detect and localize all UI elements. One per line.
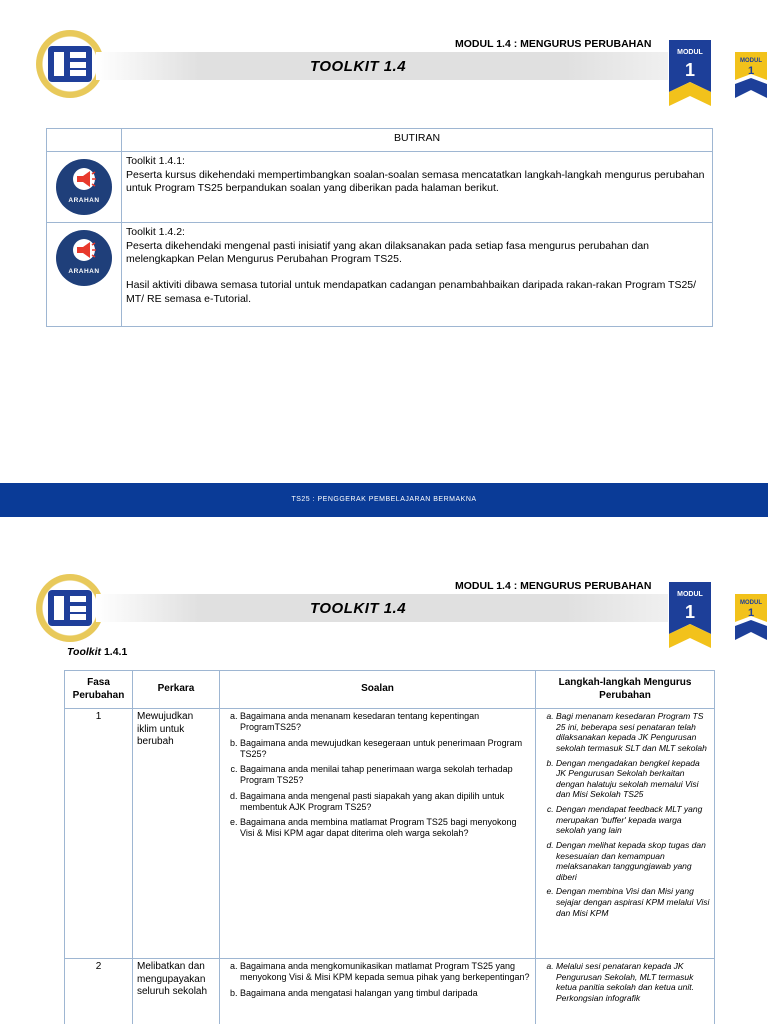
row-title: Toolkit 1.4.1: [126,155,185,167]
arahan-label: ARAHAN [68,197,100,204]
soalan-item: e. Bagaimana anda membina matlamat Program TS25 bagi menyokong Visi & Misi KPM agar dapat diterima oleh warga sekolah? [240,817,531,840]
table-row [65,709,715,959]
modul-label: MODUL 1.4 : MENGURUS PERUBAHAN [455,580,652,592]
ts25-logo [36,30,104,98]
butiran-table [46,128,713,327]
soalan-item: c. Bagaimana anda menilai tahap penerimaan warga sekolah terhadap Program TS25? [240,764,531,787]
modul-side-badge [735,52,767,100]
footer-bar: TS25 : PENGGERAK PEMBELAJARAN BERMAKNA [0,483,768,517]
toolkit-subtitle [67,646,127,658]
ts25-logo [36,574,104,642]
col-langkah: Langkah-langkah Mengurus Perubahan [536,671,715,709]
langkah-item: b. Dengan mengadakan bengkel kepada JK Pengurusan Sekolah berkaitan dengan halatuju sekolah memalui Visi dan Misi Sekolah TS25 [556,758,710,801]
arahan-icon [56,230,112,286]
toolkit-title: TOOLKIT 1.4 [310,58,407,75]
modul-side-badge-number: 1 [747,607,755,619]
arahan-icon [56,159,112,215]
perkara-cell: Mewujudkan iklim untuk berubah [133,709,220,959]
soalan-cell [220,709,536,959]
change-management-table [64,670,715,1024]
modul-badge-number: 1 [684,60,696,80]
arahan-label: ARAHAN [68,268,100,275]
table-header-row [47,129,713,152]
page-2 [0,560,768,1024]
modul-badge-text: MODUL [677,49,703,56]
soalan-item: b. Bagaimana anda mewujudkan kesegeraan untuk penerimaan Program TS25? [240,738,531,761]
modul-badge-text: MODUL [677,591,703,598]
soalan-cell [220,959,536,1024]
row-text-2: Hasil aktiviti dibawa semasa tutorial untuk mendapatkan cadangan penambahbaikan daripada rakan-rakan Program TS25/ MT/ RE semasa e-Tutorial. [126,278,697,305]
table-row [47,152,713,223]
toolkit-subtitle-number: 1.4.1 [101,646,128,658]
modul-side-badge-number: 1 [747,65,755,77]
col-perkara: Perkara [133,671,220,709]
modul-side-badge-text: MODUL [740,600,762,606]
table-header-row [65,671,715,709]
langkah-item: e. Dengan membina Visi dan Misi yang sejajar dengan aspirasi KPM melalui Visi dan Misi KPM [556,886,710,918]
toolkit-subtitle-italic: Toolkit [67,646,102,658]
langkah-item: a. Bagi menanam kesedaran Program TS 25 ini, beberapa sesi penataran telah dilaksanakan kepada JK Pengurusan sekolah termasuk SLT dan MLT sekolah [556,711,710,754]
perkara-cell: Melibatkan dan mengupayakan seluruh sekolah [133,959,220,1024]
table-row [47,223,713,327]
langkah-item: d. Dengan melihat kepada skop tugas dan kesesuaian dan kemampuan melaksanakan tanggungjawab yang diberi [556,840,710,883]
soalan-item: d. Bagaimana anda mengenal pasti siapakah yang akan dipilih untuk membentuk AJK Program TS25? [240,791,531,814]
langkah-cell [536,959,715,1024]
toolkit-title: TOOLKIT 1.4 [310,600,407,617]
modul-badge-number: 1 [684,602,696,622]
fasa-cell: 2 [65,959,133,1024]
page-1 [0,0,768,480]
modul-badge [669,582,711,648]
modul-side-badge-text: MODUL [740,58,762,64]
col-soalan: Soalan [220,671,536,709]
soalan-item: a. Bagaimana anda menanam kesedaran tentang kepentingan ProgramTS25? [240,711,531,734]
fasa-cell: 1 [65,709,133,959]
row-title: Toolkit 1.4.2: [126,226,185,238]
table-row [65,959,715,1024]
langkah-cell [536,709,715,959]
col-fasa: Fasa Perubahan [65,671,133,709]
modul-label: MODUL 1.4 : MENGURUS PERUBAHAN [455,38,652,50]
row-text: Peserta dikehendaki mengenal pasti inisiatif yang akan dilaksanakan pada setiap fasa mengurus perubahan dan melengkapkan Pelan Mengurus Perubahan Program TS25. [126,239,650,266]
butiran-header: BUTIRAN [122,129,713,152]
modul-side-badge [735,594,767,642]
langkah-item: c. Dengan mendapat feedback MLT yang merupakan 'buffer' kepada warga sekolah yang lain [556,804,710,836]
soalan-item: b. Bagaimana anda mengatasi halangan yang timbul daripada [240,988,531,999]
modul-badge [669,40,711,106]
soalan-item: a. Bagaimana anda mengkomunikasikan matlamat Program TS25 yang menyokong Visi & Misi KPM kepada semua pihak yang berkepentingan? [240,961,531,984]
langkah-item: a. Melalui sesi penataran kepada JK Pengurusan Sekolah, MLT termasuk ketua panitia sekolah dan ketua unit. Perkongsian infografik [556,961,710,1004]
row-text: Peserta kursus dikehendaki mempertimbangkan soalan-soalan semasa mencatatkan langkah-langkah mengurus perubahan untuk Program TS25 berpandukan soalan yang diberikan pada halaman berikut. [126,168,705,195]
